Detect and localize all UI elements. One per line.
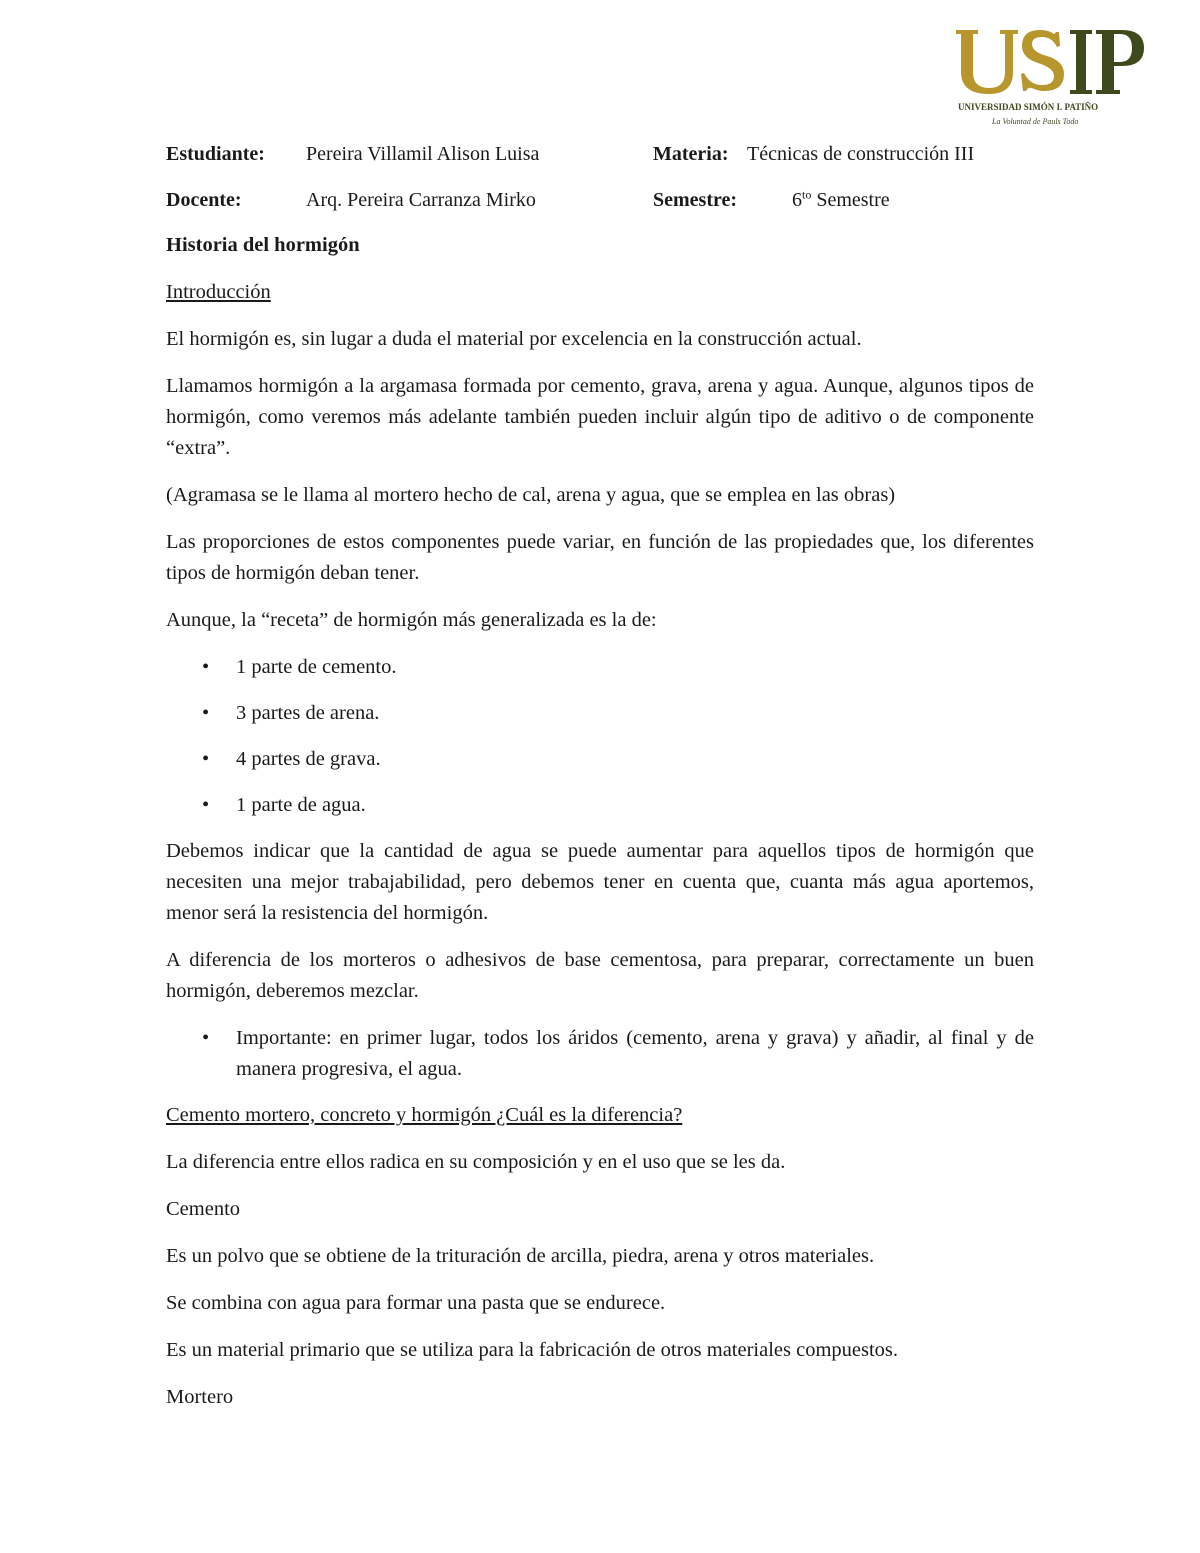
- paragraph-4: Las proporciones de estos componentes puede variar, en función de las propiedades que, los diferentes tipos de hormigón deban tener.: [166, 531, 1034, 584]
- bullet-icon: •: [202, 794, 210, 816]
- university-logo: [950, 24, 1150, 134]
- list-item: [166, 790, 1034, 821]
- intro-heading: Introducción: [166, 281, 271, 303]
- paragraph-10: Se combina con agua para formar una pasta que se endurece.: [166, 1292, 666, 1314]
- mortar-heading: Mortero: [166, 1386, 234, 1408]
- semester-superscript: to: [802, 187, 812, 202]
- semester-value: [792, 185, 890, 215]
- document-title: Historia del hormigón: [166, 234, 360, 256]
- paragraph-5: Aunque, la “receta” de hormigón más generalizada es la de:: [166, 609, 657, 631]
- paragraph-2: Llamamos hormigón a la argamasa formada por cemento, grava, arena y agua. Aunque, algunos tipos de hormigón, como veremos más adelante también pueden incluir algún tipo de aditivo o de componente “extra”.: [166, 375, 1034, 459]
- logo-university-name: UNIVERSIDAD SIMÓN I. PATIÑO: [958, 102, 1099, 112]
- paragraph-9: Es un polvo que se obtiene de la trituración de arcilla, piedra, arena y otros materiales.: [166, 1245, 875, 1267]
- cement-heading: Cemento: [166, 1198, 241, 1220]
- difference-heading: Cemento mortero, concreto y hormigón ¿Cuál es la diferencia?: [166, 1104, 683, 1126]
- paragraph-7: A diferencia de los morteros o adhesivos de base cementosa, para preparar, correctamente un buen hormigón, deberemos mezclar.: [166, 949, 1034, 1002]
- student-label: Estudiante:: [166, 143, 265, 165]
- list-item-text: 3 partes de arena.: [236, 702, 380, 724]
- important-list: [166, 1023, 1034, 1085]
- list-item-important: [166, 1023, 1034, 1085]
- paragraph-11: Es un material primario que se utiliza para la fabricación de otros materiales compuestos.: [166, 1339, 899, 1361]
- student-value: Pereira Villamil Alison Luisa: [306, 143, 540, 165]
- teacher-value: Arq. Pereira Carranza Mirko: [306, 189, 536, 211]
- paragraph-1: El hormigón es, sin lugar a duda el material por excelencia en la construcción actual.: [166, 328, 862, 350]
- bullet-icon: •: [202, 1027, 210, 1049]
- list-item-text: 1 parte de agua.: [236, 794, 366, 816]
- paragraph-6: Debemos indicar que la cantidad de agua se puede aumentar para aquellos tipos de hormigón que necesiten una mejor trabajabilidad, pero debemos tener en cuenta que, cuanta más agua aportemos, menor será la resistencia del hormigón.: [166, 840, 1034, 924]
- semester-number: 6: [792, 189, 802, 211]
- bullet-icon: •: [202, 702, 210, 724]
- header-row-student: [166, 139, 1066, 169]
- header-row-teacher: [166, 185, 1066, 215]
- logo-motto: La Voluntad de Pauls Todo: [992, 117, 1079, 126]
- paragraph-3: (Agramasa se le llama al mortero hecho de cal, arena y agua, que se emplea en las obras): [166, 484, 896, 506]
- bullet-icon: •: [202, 748, 210, 770]
- list-item-text: 1 parte de cemento.: [236, 656, 397, 678]
- semester-suffix: Semestre: [811, 189, 890, 211]
- list-item: [166, 652, 1034, 683]
- list-item: [166, 744, 1034, 775]
- document-body: [166, 230, 1034, 1429]
- list-item: [166, 698, 1034, 729]
- list-item-text: 4 partes de grava.: [236, 748, 381, 770]
- recipe-list: [166, 652, 1034, 821]
- important-text: Importante: en primer lugar, todos los áridos (cemento, arena y grava) y añadir, al final y de manera progresiva, el agua.: [236, 1027, 1034, 1080]
- teacher-label: Docente:: [166, 189, 242, 211]
- subject-value: Técnicas de construcción III: [747, 143, 975, 165]
- semester-label: Semestre:: [653, 189, 738, 211]
- bullet-icon: •: [202, 656, 210, 678]
- paragraph-8: La diferencia entre ellos radica en su composición y en el uso que se les da.: [166, 1151, 786, 1173]
- subject-label: Materia:: [653, 143, 729, 165]
